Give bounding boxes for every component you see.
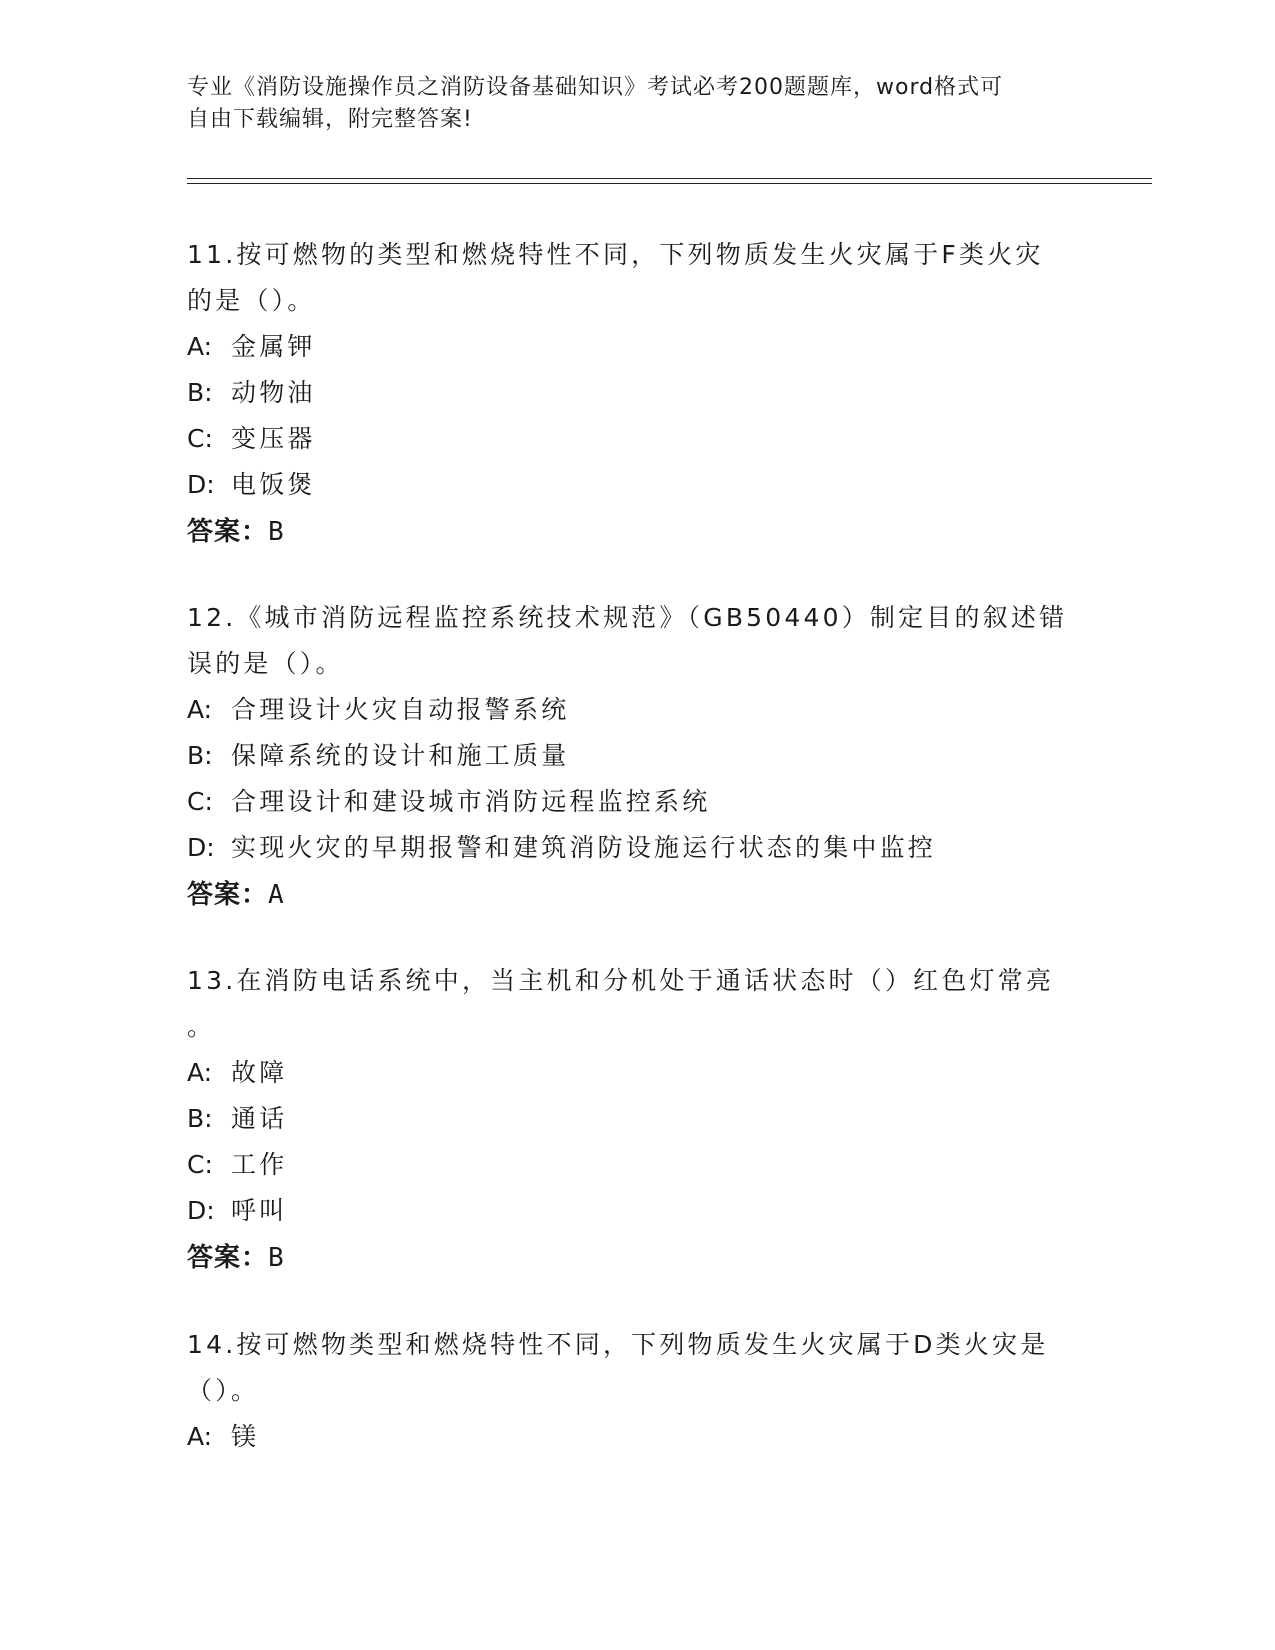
answer [187,508,1087,555]
option-c [187,1142,1087,1188]
option-a [187,1414,1087,1460]
header-line-2: 自由下载编辑，附完整答案! [187,107,473,132]
option-text: 呼叫 [231,1196,288,1225]
option-text: 工作 [231,1150,288,1179]
option-key: C: [187,424,213,453]
answer-value: B [268,1243,285,1273]
option-b [187,370,1087,416]
header-line-1: 专业《消防设施操作员之消防设备基础知识》考试必考200题题库，word格式可 [187,75,1004,100]
document-header [187,72,1067,136]
answer-value: B [268,517,285,547]
option-key: D: [187,833,215,862]
question-stem-line-1: 12.《城市消防远程监控系统技术规范》（GB50440）制定目的叙述错 [187,603,1068,632]
option-text: 实现火灾的早期报警和建筑消防设施运行状态的集中监控 [231,833,937,862]
option-b [187,733,1087,779]
option-text: 合理设计和建设城市消防远程监控系统 [231,787,711,816]
option-text: 电饭煲 [231,470,316,499]
question-12 [187,595,1087,918]
option-b [187,1096,1087,1142]
option-text: 金属钾 [231,332,316,361]
question-stem-line-2: 误的是（）。 [187,649,344,678]
question-stem-line-2: （）。 [187,1376,260,1405]
option-text: 变压器 [231,424,316,453]
question-14 [187,1322,1087,1460]
option-d [187,825,1087,871]
option-d [187,462,1087,508]
header-divider-top [187,178,1152,179]
answer-label: 答案： [187,516,269,546]
answer-value: A [268,880,285,910]
answer [187,871,1087,918]
option-a [187,687,1087,733]
question-stem-line-2: 的是（）。 [187,286,316,315]
option-text: 故障 [231,1058,288,1087]
option-key: D: [187,1196,215,1225]
option-key: A: [187,1422,213,1451]
question-13 [187,958,1087,1281]
option-key: B: [187,378,213,407]
question-stem-line-1: 13.在消防电话系统中，当主机和分机处于通话状态时（）红色灯常亮 [187,966,1055,995]
option-key: C: [187,787,213,816]
option-c [187,779,1087,825]
option-a [187,324,1087,370]
answer [187,1234,1087,1281]
option-text: 动物油 [231,378,316,407]
question-stem-line-1: 14.按可燃物类型和燃烧特性不同，下列物质发生火灾属于D类火灾是 [187,1330,1049,1359]
option-a [187,1050,1087,1096]
answer-label: 答案： [187,1242,269,1272]
option-key: B: [187,741,213,770]
option-text: 合理设计火灾自动报警系统 [231,695,570,724]
option-text: 镁 [231,1422,260,1451]
question-11 [187,232,1087,555]
question-stem-line-1: 11.按可燃物的类型和燃烧特性不同，下列物质发生火灾属于F类火灾 [187,240,1044,269]
option-key: B: [187,1104,213,1133]
option-text: 保障系统的设计和施工质量 [231,741,570,770]
option-d [187,1188,1087,1234]
header-divider-bottom [187,183,1152,184]
option-key: C: [187,1150,213,1179]
option-text: 通话 [231,1104,288,1133]
option-key: A: [187,695,213,724]
option-c [187,416,1087,462]
option-key: A: [187,1058,213,1087]
option-key: D: [187,470,215,499]
question-stem-line-2: 。 [187,1012,216,1041]
answer-label: 答案： [187,879,269,909]
option-key: A: [187,332,213,361]
